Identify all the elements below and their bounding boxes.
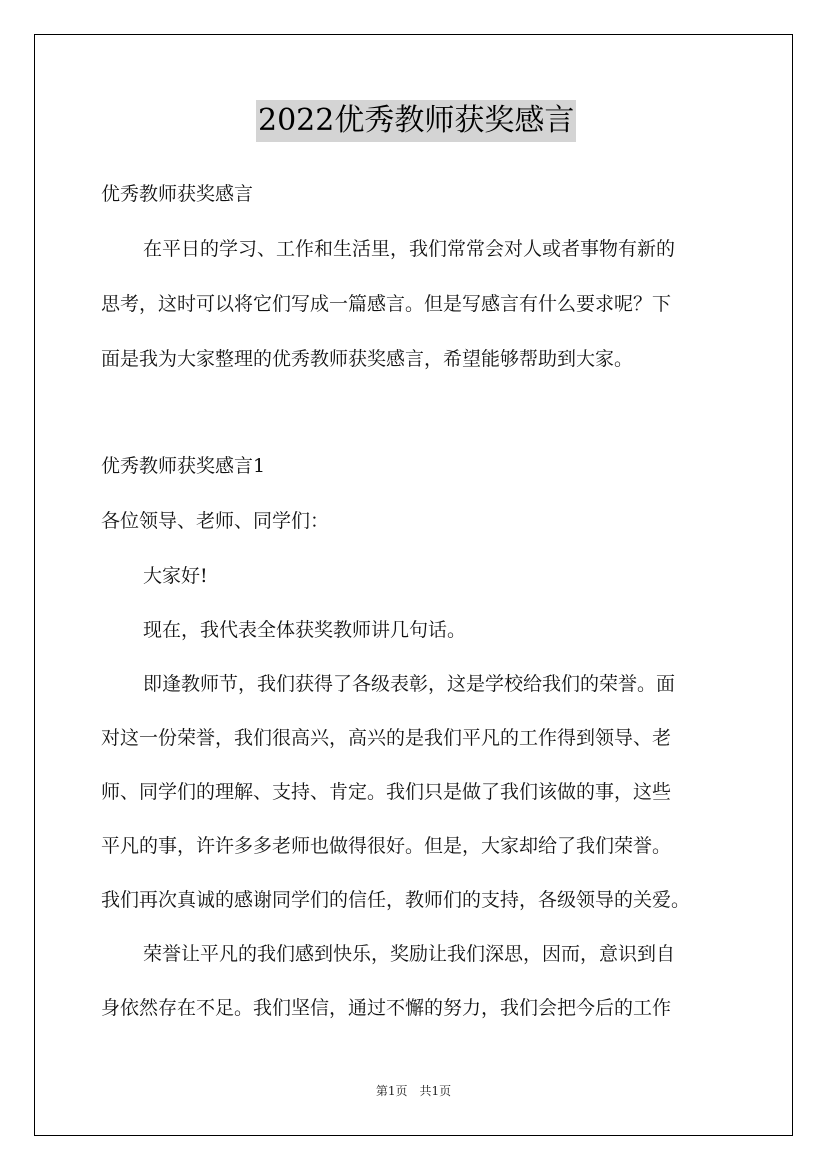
paragraph-2-line-3: 师、同学们的理解、支持、肯定。我们只是做了我们该做的事，这些: [101, 781, 672, 803]
paragraph-2-line-1: 即逢教师节，我们获得了各级表彰，这是学校给我们的荣誉。面: [143, 673, 676, 695]
document-title: 2022优秀教师获奖感言: [256, 100, 576, 142]
paragraph-2-line-2: 对这一份荣誉，我们很高兴，高兴的是我们平凡的工作得到领导、老: [101, 727, 672, 749]
salutation: 各位领导、老师、同学们：: [101, 510, 330, 532]
intro-line-3: 面是我为大家整理的优秀教师获奖感言，希望能够帮助到大家。: [101, 348, 634, 370]
page-number-footer: 第1页 共1页: [375, 1084, 452, 1098]
paragraph-2-line-5: 我们再次真诚的感谢同学们的信任，教师们的支持，各级领导的关爱。: [101, 889, 691, 911]
paragraph-2-line-4: 平凡的事，许许多多老师也做得很好。但是，大家却给了我们荣誉。: [101, 835, 672, 857]
paragraph-3-line-2: 身依然存在不足。我们坚信，通过不懈的努力，我们会把今后的工作: [101, 997, 672, 1019]
intro-line-1: 在平日的学习、工作和生活里，我们常常会对人或者事物有新的: [143, 238, 676, 260]
section-heading: 优秀教师获奖感言1: [101, 455, 266, 477]
greeting: 大家好!: [143, 565, 208, 587]
paragraph-1: 现在，我代表全体获奖教师讲几句话。: [143, 619, 467, 641]
paragraph-3-line-1: 荣誉让平凡的我们感到快乐，奖励让我们深思，因而，意识到自: [143, 943, 676, 965]
intro-line-2: 思考，这时可以将它们写成一篇感言。但是写感言有什么要求呢？下: [101, 293, 672, 315]
document-subtitle: 优秀教师获奖感言: [101, 183, 254, 205]
